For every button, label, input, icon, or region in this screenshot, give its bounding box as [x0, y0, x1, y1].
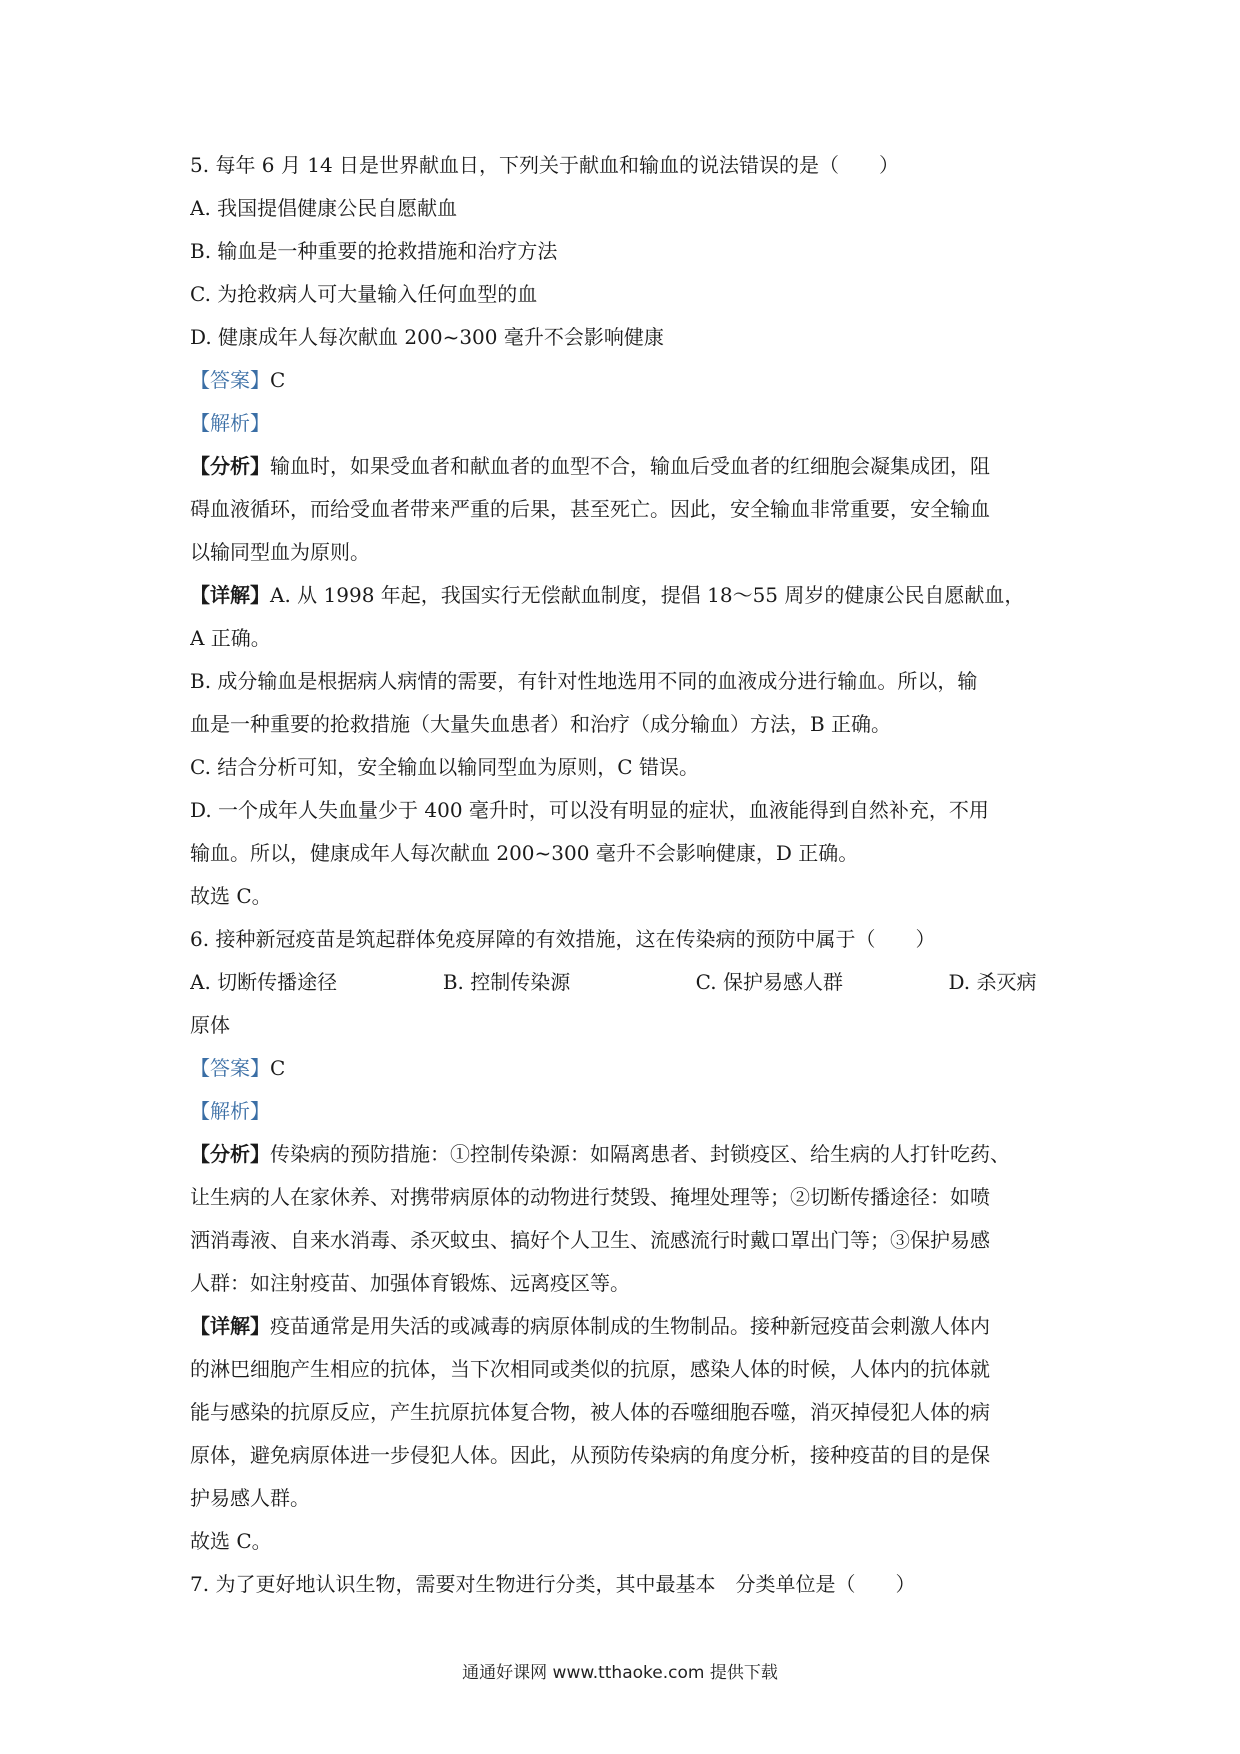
q5-option-a: A. 我国提倡健康公民自愿献血: [190, 196, 458, 220]
q6-option-a: A. 切断传播途径: [190, 970, 338, 994]
q6-xiangjie-line-5: 护易感人群。: [190, 1486, 310, 1510]
q5-stem: 5. 每年 6 月 14 日是世界献血日，下列关于献血和输血的说法错误的是（ ）: [190, 153, 900, 177]
q6-analysis-heading: [190, 1090, 1058, 1133]
fenxi-tag: 【分析】: [190, 454, 270, 478]
q6-options: [190, 961, 1058, 1004]
q6-xiangjie-line-2: 的淋巴细胞产生相应的抗体，当下次相同或类似的抗原，感染人体的时候，人体内的抗体就: [190, 1357, 990, 1381]
q5-xiangjie-line-3: B. 成分输血是根据病人病情的需要，有针对性地选用不同的血液成分进行输血。所以，输: [190, 669, 978, 693]
answer-value: C: [270, 368, 286, 392]
q6-stem: 6. 接种新冠疫苗是筑起群体免疫屏障的有效措施，这在传染病的预防中属于（ ）: [190, 927, 936, 951]
q5-fenxi-line-1: 【分析】输血时，如果受血者和献血者的血型不合，输血后受血者的红细胞会凝集成团，阻: [190, 454, 990, 478]
q5-fenxi-line-3: 以输同型血为原则。: [190, 540, 370, 564]
analysis-tag: 【解析】: [190, 1099, 270, 1123]
fenxi-tag: 【分析】: [190, 1142, 270, 1166]
page-footer: 通通好课网 www.tthaoke.com 提供下载: [462, 1663, 778, 1683]
q5-fenxi-line-2: 碍血液循环，而给受血者带来严重的后果，甚至死亡。因此，安全输血非常重要，安全输血: [190, 497, 990, 521]
q5-analysis-heading: [190, 402, 1058, 445]
q6-fenxi-line-3: 洒消毒液、自来水消毒、杀灭蚊虫、搞好个人卫生、流感流行时戴口罩出门等；③保护易感: [190, 1228, 990, 1252]
q5-xiangjie-line-7: 输血。所以，健康成年人每次献血 200~300 毫升不会影响健康，D 正确。: [190, 841, 859, 865]
q5-xiangjie-line-4: 血是一种重要的抢救措施（大量失血患者）和治疗（成分输血）方法，B 正确。: [190, 712, 892, 736]
q6-option-d: D. 杀灭病: [948, 970, 1037, 994]
q6-option-b: B. 控制传染源: [442, 970, 571, 994]
answer-tag: 【答案】: [190, 1056, 270, 1080]
q6-xiangjie-line-3: 能与感染的抗原反应，产生抗原抗体复合物，被人体的吞噬细胞吞噬，消灭掉侵犯人体的病: [190, 1400, 990, 1424]
q5-xiangjie-line-1: 【详解】A. 从 1998 年起，我国实行无偿献血制度，提倡 18～55 周岁的健康公民自愿献血，: [190, 583, 1025, 607]
q5-conclusion: 故选 C。: [190, 884, 272, 908]
q6-option-d-wrap: 原体: [190, 1013, 230, 1037]
q5-xiangjie-line-2: A 正确。: [190, 626, 271, 650]
xiangjie-tag: 【详解】: [190, 1314, 270, 1338]
document-body: [190, 144, 1058, 1606]
q7-stem: 7. 为了更好地认识生物，需要对生物进行分类，其中最基本 分类单位是（ ）: [190, 1572, 916, 1596]
answer-value: C: [270, 1056, 286, 1080]
q6-fenxi-line-1: 【分析】传染病的预防措施：①控制传染源：如隔离患者、封锁疫区、给生病的人打针吃药、: [190, 1142, 1010, 1166]
q6-option-c: C. 保护易感人群: [695, 970, 843, 994]
q6-xiangjie-line-1: 【详解】疫苗通常是用失活的或减毒的病原体制成的生物制品。接种新冠疫苗会刺激人体内: [190, 1314, 990, 1338]
q5-option-d: D. 健康成年人每次献血 200~300 毫升不会影响健康: [190, 325, 664, 349]
q6-conclusion: 故选 C。: [190, 1529, 272, 1553]
q5-answer: [190, 359, 1058, 402]
q6-fenxi-line-4: 人群：如注射疫苗、加强体育锻炼、远离疫区等。: [190, 1271, 630, 1295]
q5-xiangjie-line-5: C. 结合分析可知，安全输血以输同型血为原则，C 错误。: [190, 755, 699, 779]
q5-option-c: C. 为抢救病人可大量输入任何血型的血: [190, 282, 538, 306]
answer-tag: 【答案】: [190, 368, 270, 392]
q6-answer: [190, 1047, 1058, 1090]
q6-xiangjie-line-4: 原体，避免病原体进一步侵犯人体。因此，从预防传染病的角度分析，接种疫苗的目的是保: [190, 1443, 990, 1467]
analysis-tag: 【解析】: [190, 411, 270, 435]
xiangjie-tag: 【详解】: [190, 583, 270, 607]
q5-xiangjie-line-6: D. 一个成年人失血量少于 400 毫升时，可以没有明显的症状，血液能得到自然补充，不用: [190, 798, 989, 822]
q5-option-b: B. 输血是一种重要的抢救措施和治疗方法: [190, 239, 558, 263]
q6-fenxi-line-2: 让生病的人在家休养、对携带病原体的动物进行焚毁、掩埋处理等；②切断传播途径：如喷: [190, 1185, 990, 1209]
